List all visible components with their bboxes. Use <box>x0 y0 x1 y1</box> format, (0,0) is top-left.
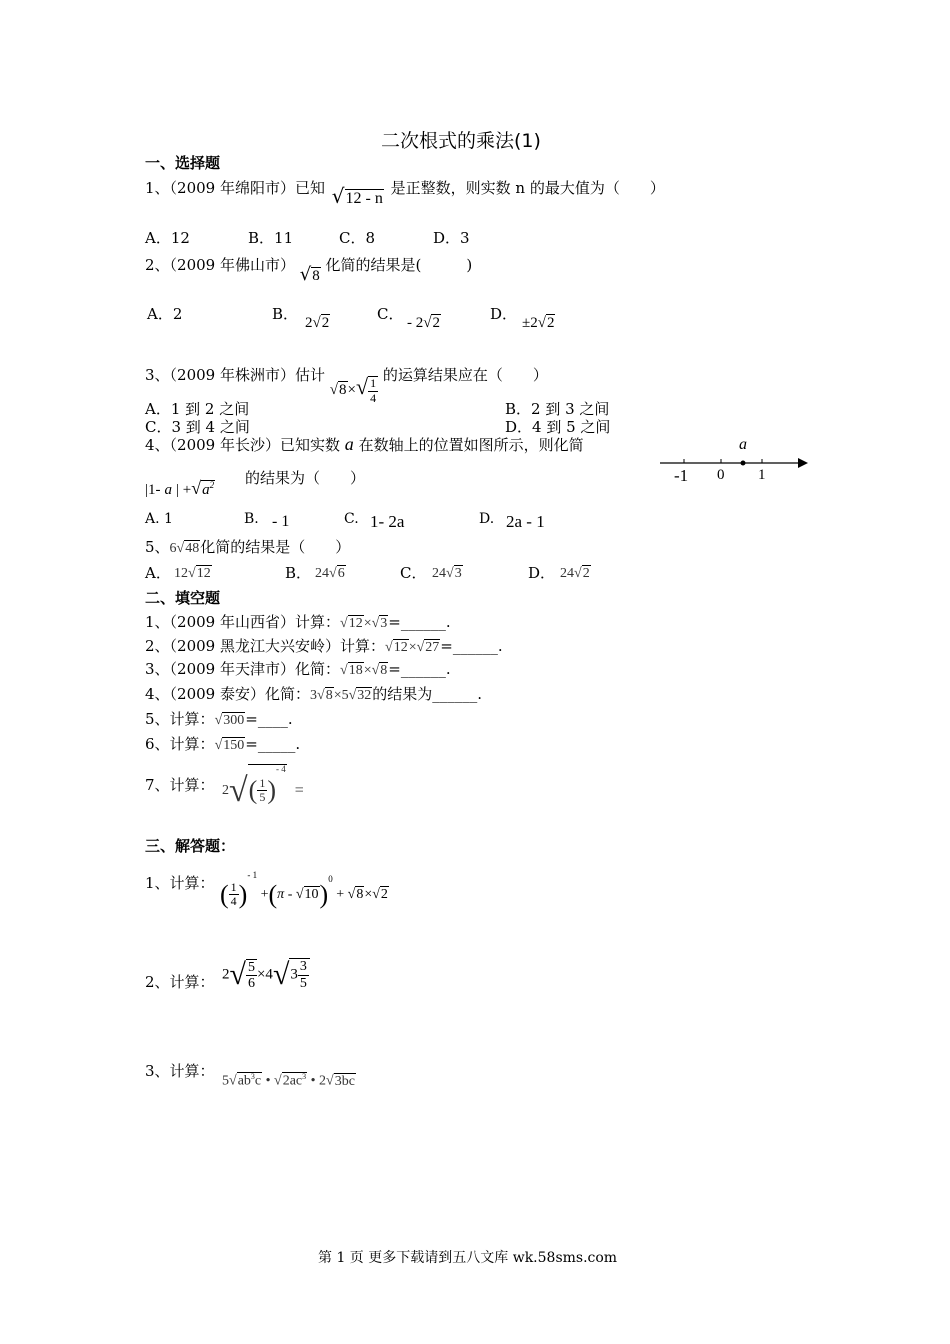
q2-text: 化简的结果是( ) <box>325 256 473 274</box>
section-heading-fill: 二、填空题 <box>145 589 221 607</box>
q3-source: （2009 年株洲市）估计 <box>169 366 325 384</box>
fill-5: 5、计算：√300=____. <box>145 710 293 728</box>
q4-variable: a <box>344 434 354 454</box>
q2-option-d-label: D． <box>490 305 518 323</box>
q4-number: 4、 <box>145 436 170 454</box>
q2-option-d-value: ±2√2 <box>522 315 555 331</box>
q1-option-c: C．8 <box>339 229 376 247</box>
q5-option-d-value: 24√2 <box>560 566 590 581</box>
q2-option-c-value: - 2√2 <box>407 315 440 331</box>
q5-option-c-label: C． <box>400 564 427 582</box>
q5-option-b-value: 24√6 <box>315 566 345 581</box>
q1-text: 是正整数，则实数 n 的最大值为（ ） <box>390 179 665 197</box>
q1-option-d: D．3 <box>433 229 470 247</box>
q4-option-d-value: 2a - 1 <box>506 512 545 531</box>
q4-option-c-label: C. <box>344 511 359 527</box>
q5-number: 5、 <box>145 538 170 556</box>
q4-expression: |1- a | $+√a^2$ <box>145 478 215 498</box>
q5-option-c-value: 24√3 <box>432 566 462 581</box>
fill-7-expression: 2√( $\frac{1}{5}$ )$^{- 4}$= <box>222 764 304 809</box>
solve-3: 3、计算： <box>145 1062 215 1080</box>
page-title: 二次根式的乘法(1) <box>381 130 541 152</box>
q2-option-c-label: C． <box>377 305 404 323</box>
question-2 <box>145 254 472 285</box>
q4-option-d-label: D. <box>479 511 495 527</box>
q4-text-2: 的结果为（ ） <box>245 469 366 487</box>
q4-option-b-value: - 1 <box>272 513 290 530</box>
section-heading-choice: 一、选择题 <box>145 154 221 172</box>
solve-1: 1、计算： <box>145 874 215 892</box>
fill-3: 3、（2009 年天津市）化简：√18×√8=______. <box>145 660 451 678</box>
q5-option-a-value: 12√12 <box>174 566 211 581</box>
q3-text: 的运算结果应在（ ） <box>382 366 548 384</box>
q1-option-b: B．11 <box>248 229 294 247</box>
q5-text: 化简的结果是（ ） <box>200 538 351 556</box>
question-4 <box>145 434 584 455</box>
q1-radical: √12 - n <box>331 184 383 208</box>
solve-3-expression: $5√ab^3c$ • $√2ac^3$ • 2√3bc <box>222 1072 355 1089</box>
number-line-label-a: a <box>739 436 747 453</box>
q5-expression: 6√48 <box>169 541 200 556</box>
q3-option-b: B．2 到 3 之间 <box>505 400 610 418</box>
fill-2: 2、（2009 黑龙江大兴安岭）计算：√12×√27=______. <box>145 637 503 655</box>
solve-2: 2、计算： <box>145 973 215 991</box>
page-footer: 第 1 页 更多下载请到五八文库 wk.58sms.com <box>318 1250 618 1266</box>
number-line-tick-1: 1 <box>758 467 766 483</box>
q2-option-b-label: B． <box>272 305 299 323</box>
q5-option-b-label: B． <box>285 564 312 582</box>
q4-option-a: A. 1 <box>145 511 173 527</box>
q3-option-a: A．1 到 2 之间 <box>145 400 250 418</box>
q1-number: 1、 <box>145 179 170 197</box>
number-line-tick-0: 0 <box>717 467 725 483</box>
q3-option-d: D．4 到 5 之间 <box>505 418 611 436</box>
fill-4: 4、（2009 泰安）化简：3√8×5√32的结果为______. <box>145 685 483 703</box>
q2-source: （2009 年佛山市） <box>169 256 295 274</box>
q2-number: 2、 <box>145 256 170 274</box>
q1-source: （2009 年绵阳市）已知 <box>169 179 325 197</box>
q3-option-c: C．3 到 4 之间 <box>145 418 250 436</box>
q3-number: 3、 <box>145 366 170 384</box>
fill-1: 1、（2009 年山西省）计算：√12×√3=______. <box>145 613 451 631</box>
q4-text: 在数轴上的位置如图所示，则化简 <box>358 436 584 454</box>
q4-source: （2009 年长沙）已知实数 <box>169 436 340 454</box>
q2-option-a: A．2 <box>147 305 183 323</box>
solve-1-expression: ( $\frac{1}{4}$ )$^{- 1}$ +(π - √10)$^0$ + √8×√2 <box>220 870 388 909</box>
fill-7: 7、计算： <box>145 776 215 794</box>
question-1 <box>145 177 665 208</box>
fill-6: 6、计算：√150=_____. <box>145 735 301 753</box>
q5-option-a-label: A． <box>145 564 171 582</box>
q5-option-d-label: D． <box>528 564 556 582</box>
q2-option-b-value: 2√2 <box>305 315 330 331</box>
q2-radical: √8 <box>299 264 320 285</box>
q3-expression: √8×√ $\frac{1}{4}$ <box>329 374 377 405</box>
section-heading-solve: 三、解答题： <box>145 837 236 855</box>
q1-option-a: A．12 <box>145 229 190 247</box>
solve-2-expression: 2√ $\frac{5}{6}$ ×4√3 $\frac{3}{5}$ <box>222 958 310 992</box>
question-5 <box>145 536 350 557</box>
number-line-tick-minus1: -1 <box>674 466 689 485</box>
q4-option-b-label: B. <box>244 511 259 527</box>
q4-option-c-value: 1- 2a <box>370 512 405 531</box>
